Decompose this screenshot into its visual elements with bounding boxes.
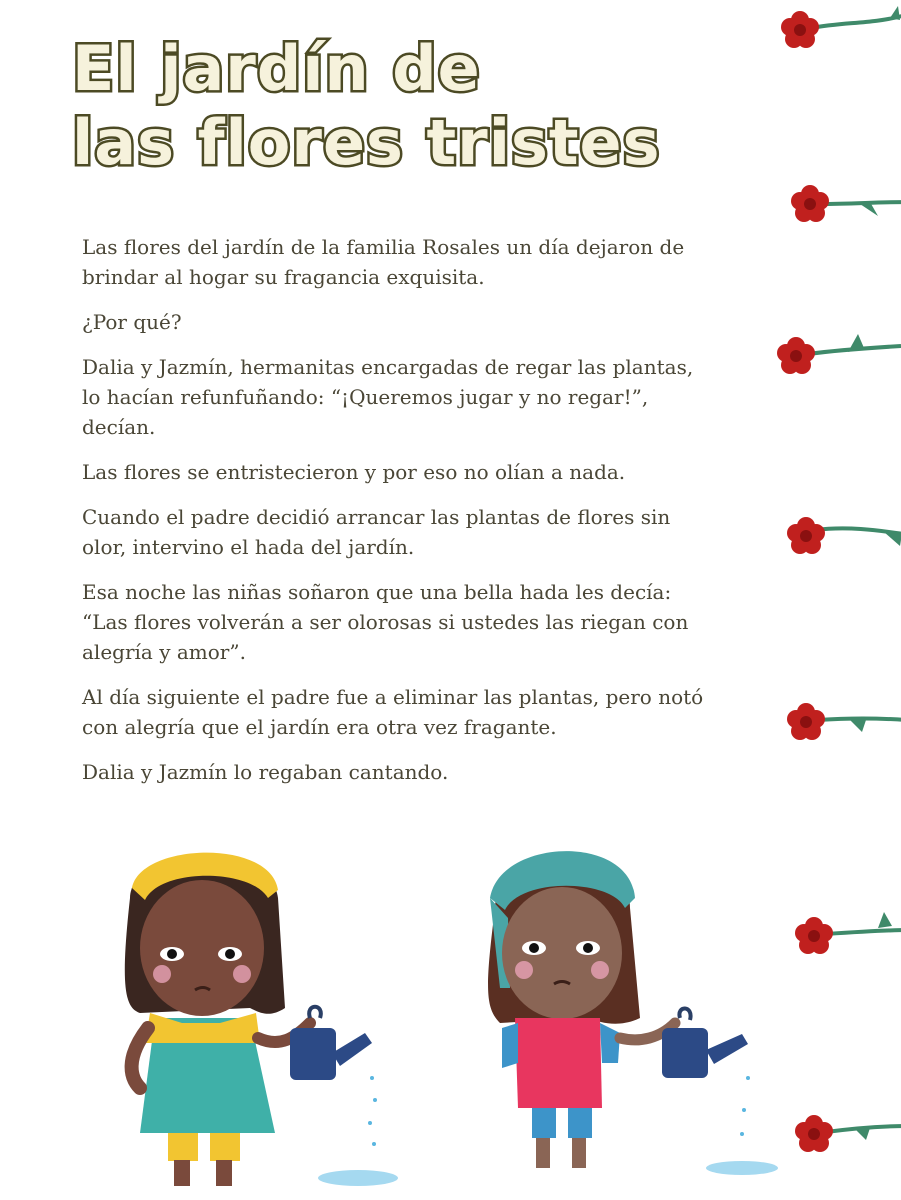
story-paragraph: Dalia y Jazmín, hermanitas encargadas de regar las plantas, lo hacían refunfuñando: “¡Queremos jugar y no regar!”, decían. [82,355,694,439]
story-paragraph: Dalia y Jazmín lo regaban cantando. [82,760,449,784]
red-flower-icon [786,1104,901,1164]
story-paragraph: Las flores del jardín de la familia Rosales un día dejaron de brindar al hogar su fragancia exquisita. [82,235,685,289]
girl-with-watering-can-illustration [480,838,790,1198]
page-title [72,32,660,180]
story-paragraph: Las flores se entristecieron y por eso no olían a nada. [82,460,626,484]
title-line-2: las flores tristes [72,106,661,179]
story-paragraph: Al día siguiente el padre fue a eliminar las plantas, pero notó con alegría que el jardín era otra vez fragante. [82,685,704,739]
red-flower-icon [776,506,901,566]
red-flower-icon [780,174,901,234]
red-flower-icon [772,2,901,62]
story-text [82,232,712,802]
story-paragraph: Cuando el padre decidió arrancar las plantas de flores sin olor, intervino el hada del jardín. [82,505,671,559]
title-line-1: El jardín de [72,32,481,105]
red-flower-icon [768,324,901,384]
story-paragraph: ¿Por qué? [82,310,182,334]
red-flower-icon [778,692,901,752]
story-paragraph: Esa noche las niñas soñaron que una bella hada les decía: “Las flores volverán a ser olorosas si ustedes las riegan con alegría y amor”. [82,580,689,664]
girl-with-watering-can-illustration [100,838,410,1198]
red-flower-icon [786,906,901,966]
